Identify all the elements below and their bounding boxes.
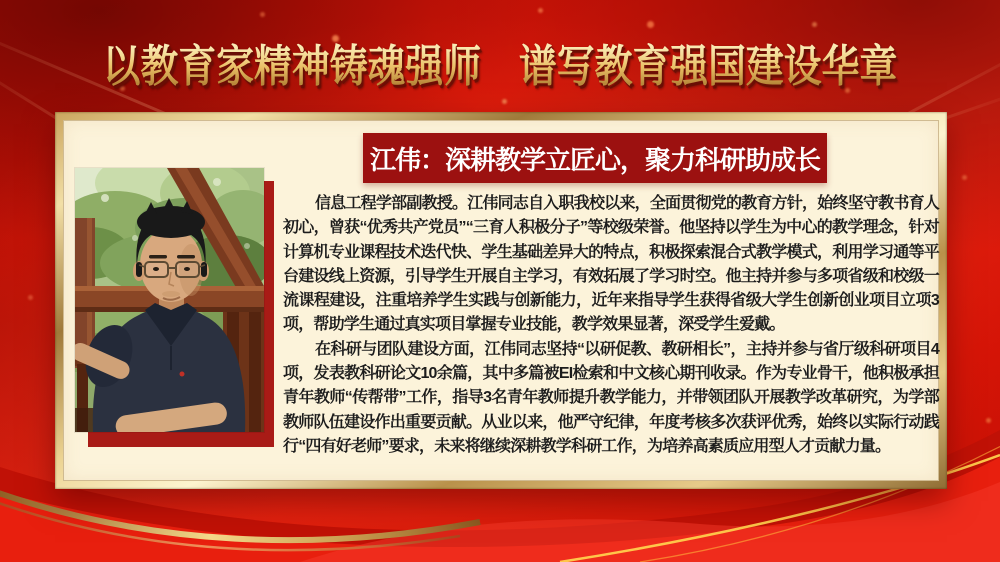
bio-paragraph-1: 信息工程学部副教授。江伟同志自入职我校以来，全面贯彻党的教育方针，始终坚守教书育人初心，曾获“优秀共产党员”“三育人积极分子”等校级荣誉。他坚持以学生为中心的教学理念，针对计算机专业课程技术迭代快、学生基础差异大的特点，积极探索混合式教学模式，利用学习通等平台建设线上资源，引导学生开展自主学习，有效拓展了学习时空。他主持并参与多项省级和校级一流课程建设，注重培养学生实践与创新能力，近年来指导学生获得省级大学生创新创业项目立项3项，帮助学生通过真实项目掌握专业技能，教学效果显著，深受学生爱戴。 bbox=[283, 195, 939, 334]
content-card bbox=[63, 120, 939, 481]
teacher-photo bbox=[75, 168, 264, 432]
bio-paragraph-2: 在科研与团队建设方面，江伟同志坚持“以研促教、教研相长”，主持并参与省厅级科研项目4项，发表教科研论文10余篇，其中多篇被EI检索和中文核心期刊收录。作为专业骨干，他积极承担青年教师“传帮带”工作，指导3名青年教师提升教学能力，并带领团队开展教学改革研究，为学部教师队伍建设作出重要贡献。从业以来，他严守纪律，年度考核多次获评优秀，始终以实际行动践行“四有好老师”要求，未来将继续深耕教学科研工作，为培养高素质应用型人才贡献力量。 bbox=[283, 340, 939, 455]
name-banner bbox=[363, 133, 827, 183]
bio-text bbox=[283, 192, 939, 459]
content-card-frame bbox=[55, 112, 947, 489]
name-banner-text: 江伟：深耕教学立匠心，聚力科研助成长 bbox=[369, 144, 820, 175]
main-title: 以教育家精神铸魂强师 谱写教育强国建设华章 bbox=[70, 30, 930, 94]
bokeh-dots bbox=[0, 0, 5, 5]
